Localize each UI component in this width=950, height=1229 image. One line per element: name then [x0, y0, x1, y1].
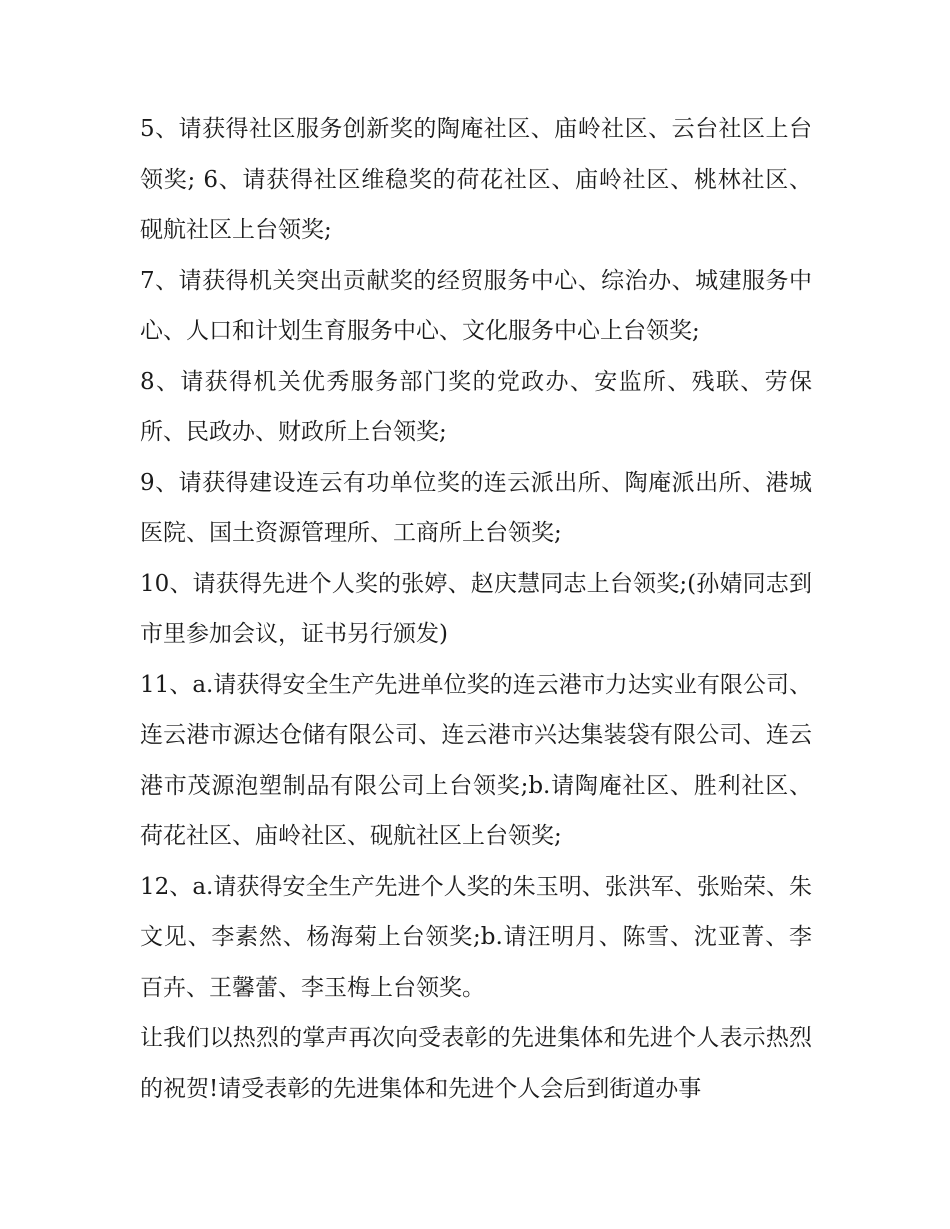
document-page	[140, 104, 812, 1114]
paragraph-10: 10、请获得先进个人奖的张婷、赵庆慧同志上台领奖;(孙婧同志到市里参加会议，证书另行颁发)	[140, 570, 812, 647]
paragraph-closing: 让我们以热烈的掌声再次向受表彰的先进集体和先进个人表示热烈的祝贺!请受表彰的先进集体和先进个人会后到街道办事	[140, 1025, 812, 1102]
paragraph-7: 7、请获得机关突出贡献奖的经贸服务中心、综治办、城建服务中心、人口和计划生育服务中心、文化服务中心上台领奖;	[140, 267, 812, 344]
paragraph-12: 12、a.请获得安全生产先进个人奖的朱玉明、张洪军、张贻荣、朱文见、李素然、杨海菊上台领奖;b.请汪明月、陈雪、沈亚菁、李百卉、王馨蕾、李玉梅上台领奖。	[140, 873, 812, 1001]
paragraph-5-6: 5、请获得社区服务创新奖的陶庵社区、庙岭社区、云台社区上台领奖; 6、请获得社区维稳奖的荷花社区、庙岭社区、桃林社区、砚航社区上台领奖;	[140, 116, 812, 243]
paragraph-8: 8、请获得机关优秀服务部门奖的党政办、安监所、残联、劳保所、民政办、财政所上台领奖;	[140, 368, 812, 445]
paragraph-11: 11、a.请获得安全生产先进单位奖的连云港市力达实业有限公司、连云港市源达仓储有限公司、连云港市兴达集装袋有限公司、连云港市茂源泡塑制品有限公司上台领奖;b.请陶庵社区、胜利社区、荷花社区、庙岭社区、砚航社区上台领奖;	[140, 671, 812, 849]
paragraph-9: 9、请获得建设连云有功单位奖的连云派出所、陶庵派出所、港城医院、国土资源管理所、工商所上台领奖;	[140, 469, 812, 546]
